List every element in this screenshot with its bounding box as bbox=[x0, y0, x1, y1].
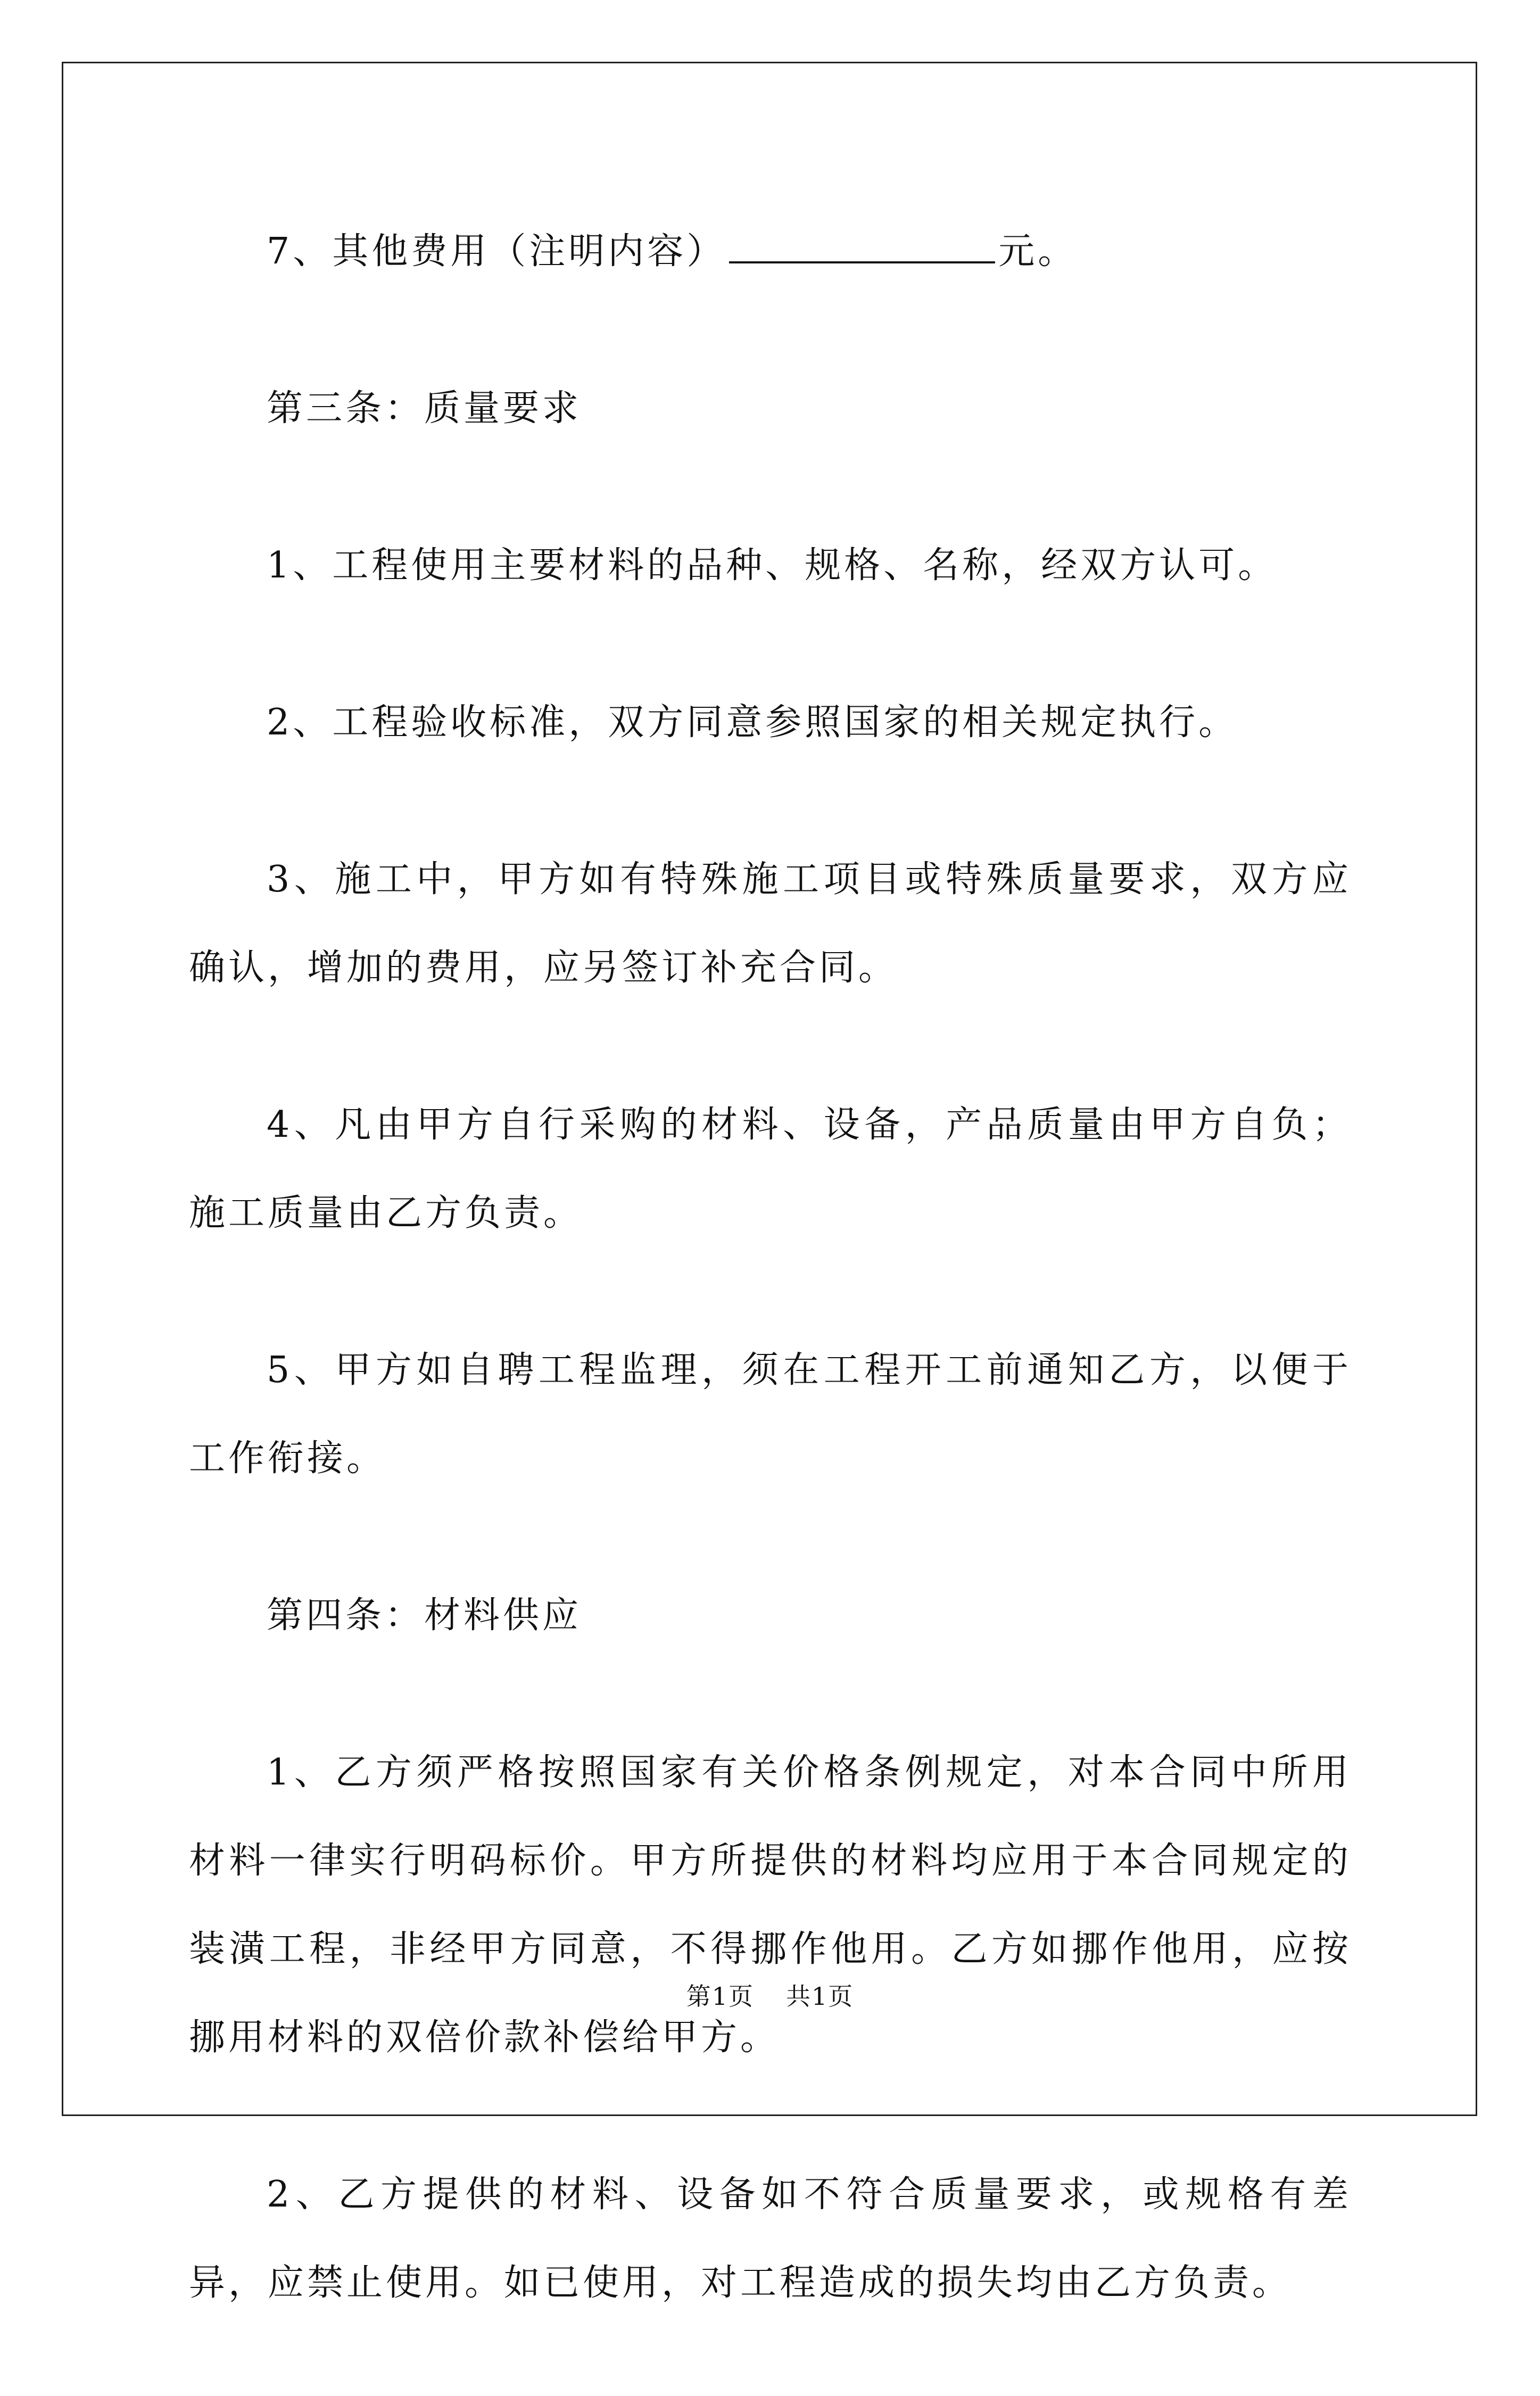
paragraph-text: 元。 bbox=[998, 230, 1078, 272]
paragraph-other-fees bbox=[189, 208, 1352, 296]
paragraph-text: 7、其他费用（注明内容） bbox=[267, 230, 726, 272]
section-heading: 第四条：材料供应 bbox=[267, 1594, 582, 1637]
clause-paragraph: 1、工程使用主要材料的品种、规格、名称，经双方认可。 bbox=[267, 544, 1278, 586]
clause-paragraph: 4、凡由甲方自行采购的材料、设备，产品质量由甲方自负；施工质量由乙方负责。 bbox=[189, 1104, 1352, 1234]
clause-paragraph: 2、乙方提供的材料、设备如不符合质量要求，或规格有差异，应禁止使用。如已使用，对工程造成的损失均由乙方负责。 bbox=[189, 2174, 1352, 2304]
page-number: 第1页 bbox=[686, 1982, 754, 2011]
clause-paragraph: 2、工程验收标准，双方同意参照国家的相关规定执行。 bbox=[267, 701, 1238, 743]
page-total: 共1页 bbox=[786, 1982, 854, 2011]
section-heading: 第三条：质量要求 bbox=[267, 387, 582, 429]
clause-paragraph: 5、甲方如自聘工程监理，须在工程开工前通知乙方，以便于工作衔接。 bbox=[189, 1349, 1352, 1480]
clause-paragraph: 1、乙方须严格按照国家有关价格条例规定，对本合同中所用材料一律实行明码标价。甲方所提供的材料均应用于本合同规定的装潢工程，非经甲方同意，不得挪作他用。乙方如挪作他用，应按挪用材料的双倍价款补偿给甲方。 bbox=[189, 1751, 1352, 2059]
fill-in-blank bbox=[729, 232, 995, 263]
document-body bbox=[189, 208, 1352, 2396]
page-footer bbox=[0, 1977, 1540, 2012]
clause-paragraph: 3、施工中，甲方如有特殊施工项目或特殊质量要求，双方应确认，增加的费用，应另签订补充合同。 bbox=[189, 858, 1352, 989]
